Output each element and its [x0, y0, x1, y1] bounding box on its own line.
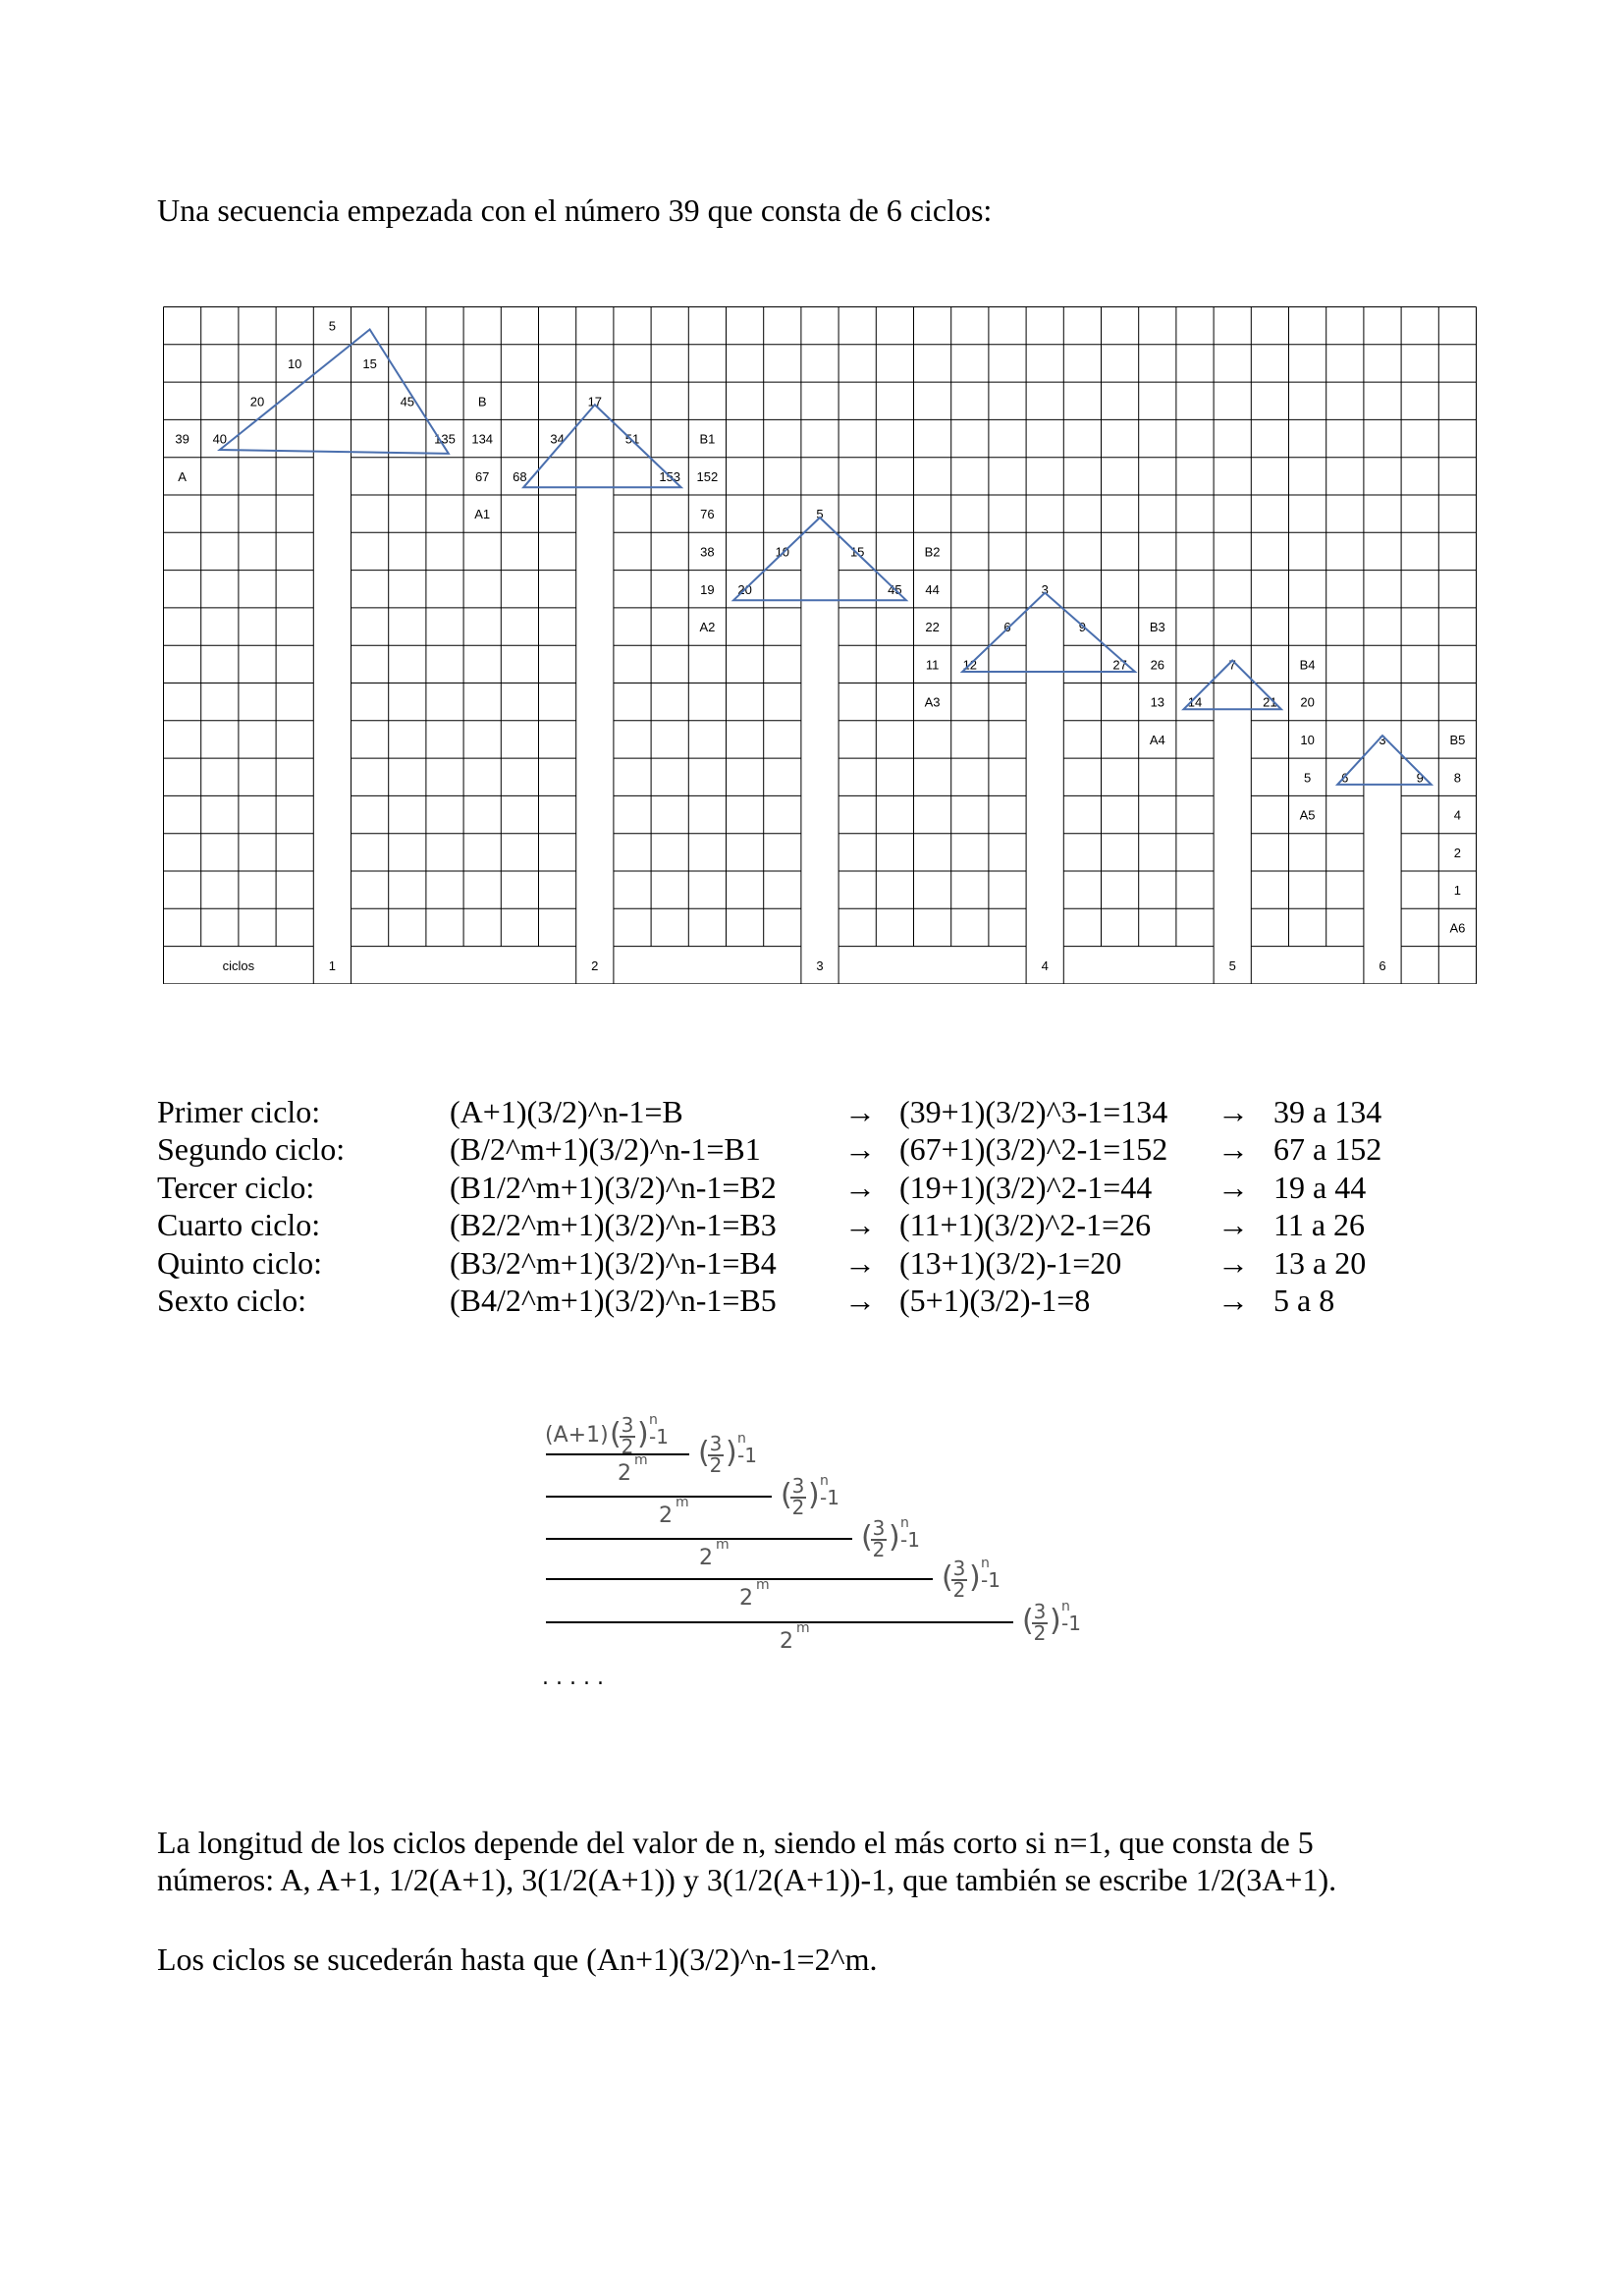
cycle-name: Primer ciclo:: [157, 1094, 321, 1129]
grid-cell-value: A1: [474, 507, 491, 522]
open-paren: (: [861, 1520, 873, 1555]
arrow-icon: →: [1217, 1244, 1249, 1281]
close-paren: ): [726, 1436, 737, 1470]
grid-cell-value: 13: [1150, 694, 1165, 710]
grid-cell-value: 5: [1303, 770, 1312, 786]
power-exponent: m: [796, 1620, 810, 1636]
cycle-formula: (B1/2^m+1)(3/2)^n-1=B2: [450, 1169, 777, 1205]
cycle-triangle: [733, 518, 906, 600]
fraction-denominator: 2: [872, 1538, 886, 1561]
grid-cell-value: A4: [1149, 732, 1165, 747]
grid-cell-value: 153: [659, 468, 681, 484]
grid-cell-value: 1: [1453, 883, 1462, 899]
grid-cell-value: 6: [1341, 770, 1349, 786]
fraction-numerator: 3: [709, 1432, 723, 1455]
cycle-equation: (13+1)(3/2)-1=20: [899, 1244, 1122, 1281]
fraction-numerator: 3: [791, 1474, 805, 1498]
cycle-formula: (B3/2^m+1)(3/2)^n-1=B4: [450, 1244, 777, 1281]
fraction-denominator: 2: [791, 1496, 805, 1519]
cycle-name: Tercer ciclo:: [157, 1169, 315, 1205]
exponent: n: [737, 1431, 746, 1447]
fraction-term: [942, 1556, 1001, 1602]
grid-cell-value: 5: [816, 507, 824, 522]
arrow-icon: →: [844, 1131, 876, 1168]
grid-cell-value: B2: [924, 544, 941, 560]
ellipsis: . . . . .: [542, 1666, 604, 1690]
grid-cell-value: 8: [1453, 770, 1462, 786]
grid-cell-value: 14: [1187, 694, 1203, 710]
cycle-number: 4: [1041, 957, 1049, 973]
grid-cell-value: 20: [249, 394, 265, 410]
continued-fraction-figure: [540, 1414, 1129, 1709]
open-paren: (: [781, 1478, 792, 1512]
power-exponent: m: [716, 1537, 730, 1553]
grid-cell-value: 20: [1300, 694, 1315, 710]
cycles-label: ciclos: [222, 957, 255, 973]
minus-one: -1: [900, 1528, 920, 1552]
fraction-term: [1022, 1599, 1081, 1645]
open-paren: (: [610, 1417, 622, 1451]
fraction-head: (A+1): [545, 1423, 609, 1448]
grid-cell-value: 76: [700, 507, 715, 522]
power-base: 2: [780, 1629, 793, 1654]
grid-cell-value: 135: [434, 431, 456, 447]
grid-cell-value: 22: [925, 620, 940, 635]
grid-cell-value: 152: [696, 468, 719, 484]
grid-cell-value: 45: [400, 394, 415, 410]
grid-cell-value: 4: [1453, 807, 1462, 823]
fraction-term: [781, 1473, 839, 1519]
cycle-number: 2: [591, 957, 599, 973]
grid-cell-value: A5: [1299, 807, 1316, 823]
cycle-name: Segundo ciclo:: [157, 1131, 346, 1168]
grid-cell-value: A6: [1449, 920, 1466, 936]
fraction-denominator: 2: [1033, 1621, 1047, 1645]
close-paren: ): [969, 1560, 981, 1595]
grid-cell-value: 44: [925, 581, 940, 597]
grid-cell-value: 12: [962, 657, 978, 673]
grid-cell-value: B1: [699, 431, 716, 447]
grid-cell-value: 3: [1041, 581, 1049, 597]
grid-cell-value: 40: [212, 431, 228, 447]
grid-cell-value: 15: [849, 544, 865, 560]
grid-cell-value: 20: [737, 581, 752, 597]
cycle-number: 6: [1379, 957, 1386, 973]
grid-cell-value: B5: [1449, 732, 1466, 747]
fraction-numerator: 3: [872, 1516, 886, 1540]
exponent: n: [981, 1556, 990, 1571]
cycle-equation: (19+1)(3/2)^2-1=44: [899, 1169, 1153, 1205]
power-exponent: m: [676, 1495, 689, 1510]
grid-cell-value: 6: [1003, 620, 1011, 635]
fraction-term: [545, 1414, 669, 1458]
open-paren: (: [1022, 1604, 1034, 1638]
fraction-term: [861, 1515, 920, 1561]
minus-one: -1: [737, 1444, 757, 1467]
cycle-number: 1: [328, 957, 337, 973]
grid-cell-value: 9: [1078, 620, 1087, 635]
grid-cell-value: 7: [1228, 657, 1236, 673]
cycle-range: 67 a 152: [1273, 1131, 1382, 1168]
grid-cell-value: A: [178, 468, 187, 484]
power-base: 2: [699, 1546, 713, 1570]
grid-cell-value: 45: [888, 581, 902, 597]
paragraph-cycle-end: Los ciclos se sucederán hasta que (An+1)(3/2)^n-1=2^m.: [157, 1941, 878, 1977]
close-paren: ): [808, 1478, 820, 1512]
grid-cell-value: 34: [550, 431, 565, 447]
cycle-triangle: [523, 405, 681, 487]
grid-cell-value: 11: [925, 657, 940, 673]
fraction-term: [698, 1431, 757, 1477]
grid-cell-value: 2: [1453, 845, 1462, 860]
close-paren: ): [637, 1417, 649, 1451]
cycle-formula: (A+1)(3/2)^n-1=B: [450, 1094, 683, 1129]
cycle-equation: (11+1)(3/2)^2-1=26: [899, 1207, 1152, 1243]
cycle-triangle: [220, 330, 449, 454]
grid-cell-value: 134: [471, 431, 494, 447]
cycle-range: 5 a 8: [1273, 1282, 1335, 1318]
arrow-icon: →: [844, 1207, 876, 1243]
grid-cell-value: A2: [699, 620, 716, 635]
arrow-icon: →: [1217, 1131, 1249, 1168]
grid-cell-value: 51: [624, 431, 640, 447]
fraction-numerator: 3: [952, 1557, 966, 1580]
cycle-equation: (39+1)(3/2)^3-1=134: [899, 1094, 1168, 1129]
fraction-denominator: 2: [709, 1453, 723, 1477]
fraction-denominator: 2: [952, 1578, 966, 1602]
fraction-denominator: 2: [621, 1435, 634, 1458]
cycle-name: Quinto ciclo:: [157, 1244, 322, 1281]
grid-cell-value: 10: [287, 355, 302, 371]
power-base: 2: [659, 1503, 673, 1528]
power-exponent: m: [756, 1577, 770, 1593]
grid-cell-value: 21: [1263, 694, 1277, 710]
cycle-formula: (B4/2^m+1)(3/2)^n-1=B5: [450, 1282, 777, 1318]
open-paren: (: [698, 1436, 710, 1470]
grid-values: [175, 319, 1465, 936]
close-paren: ): [889, 1520, 900, 1555]
grid-cell-value: 15: [362, 355, 377, 371]
grid-cell-value: B: [477, 394, 487, 410]
arrow-icon: →: [1217, 1282, 1249, 1318]
power-base: 2: [618, 1461, 631, 1486]
sequence-grid: [163, 306, 1481, 984]
grid-cell-value: 27: [1112, 657, 1127, 673]
grid-cell-value: A3: [924, 694, 941, 710]
cycle-formula: (B2/2^m+1)(3/2)^n-1=B3: [450, 1207, 777, 1243]
exponent: n: [820, 1473, 829, 1489]
arrow-icon: →: [1217, 1169, 1249, 1205]
minus-one: -1: [649, 1425, 669, 1449]
grid-cell-value: 5: [328, 318, 337, 334]
fraction-numerator: 3: [1033, 1600, 1047, 1623]
cycle-range: 13 a 20: [1273, 1244, 1367, 1281]
arrow-icon: →: [844, 1244, 876, 1281]
grid-cell-value: 26: [1150, 657, 1165, 673]
grid-cell-value: B3: [1149, 620, 1165, 635]
intro-text: Una secuencia empezada con el número 39 que consta de 6 ciclos:: [157, 192, 993, 228]
grid-cell-value: 9: [1416, 770, 1424, 786]
arrow-icon: →: [844, 1094, 876, 1129]
exponent: n: [1061, 1599, 1070, 1614]
grid-cell-value: 67: [474, 468, 490, 484]
grid-cell-value: 10: [775, 544, 790, 560]
cycle-formula: (B/2^m+1)(3/2)^n-1=B1: [450, 1131, 761, 1168]
cycle-number: 5: [1228, 957, 1236, 973]
cycle-equation: (5+1)(3/2)-1=8: [899, 1282, 1091, 1318]
grid-cell-value: 68: [513, 468, 527, 484]
exponent: n: [649, 1414, 658, 1428]
paragraph-cycle-length: La longitud de los ciclos depende del valor de n, siendo el más corto si n=1, que consta de 5 números: A, A+1, 1/2(A+1), 3(1/2(A+1)) y 3(1/2(A+1))-1, que también se escribe 1/2(3A+1).: [157, 1825, 1337, 1898]
open-paren: (: [942, 1560, 953, 1595]
arrow-icon: →: [844, 1169, 876, 1205]
cycle-range: 19 a 44: [1273, 1169, 1367, 1205]
minus-one: -1: [820, 1486, 839, 1509]
cycle-equation: (67+1)(3/2)^2-1=152: [899, 1131, 1168, 1168]
cycle-name: Sexto ciclo:: [157, 1282, 306, 1318]
grid-cell-value: 3: [1379, 732, 1386, 747]
grid-cell-value: 17: [587, 394, 603, 410]
cycle-name: Cuarto ciclo:: [157, 1207, 321, 1243]
close-paren: ): [1050, 1604, 1061, 1638]
cycle-range: 39 a 134: [1273, 1094, 1382, 1129]
fraction-numerator: 3: [621, 1414, 634, 1437]
grid-cell-value: 19: [700, 581, 715, 597]
power-base: 2: [739, 1586, 753, 1611]
grid-footer: [223, 958, 1386, 973]
arrow-icon: →: [1217, 1094, 1249, 1129]
grid-cell-value: 39: [175, 431, 189, 447]
grid-cell-value: B4: [1299, 657, 1316, 673]
arrow-icon: →: [1217, 1207, 1249, 1243]
grid-cell-value: 38: [700, 544, 715, 560]
grid-lines: [164, 307, 1477, 984]
power-exponent: m: [634, 1452, 648, 1468]
minus-one: -1: [981, 1568, 1001, 1592]
cycle-number: 3: [816, 957, 824, 973]
grid-cell-value: 10: [1300, 732, 1315, 747]
cycle-range: 11 a 26: [1273, 1207, 1366, 1243]
minus-one: -1: [1061, 1612, 1081, 1635]
arrow-icon: →: [844, 1282, 876, 1318]
exponent: n: [900, 1515, 909, 1531]
